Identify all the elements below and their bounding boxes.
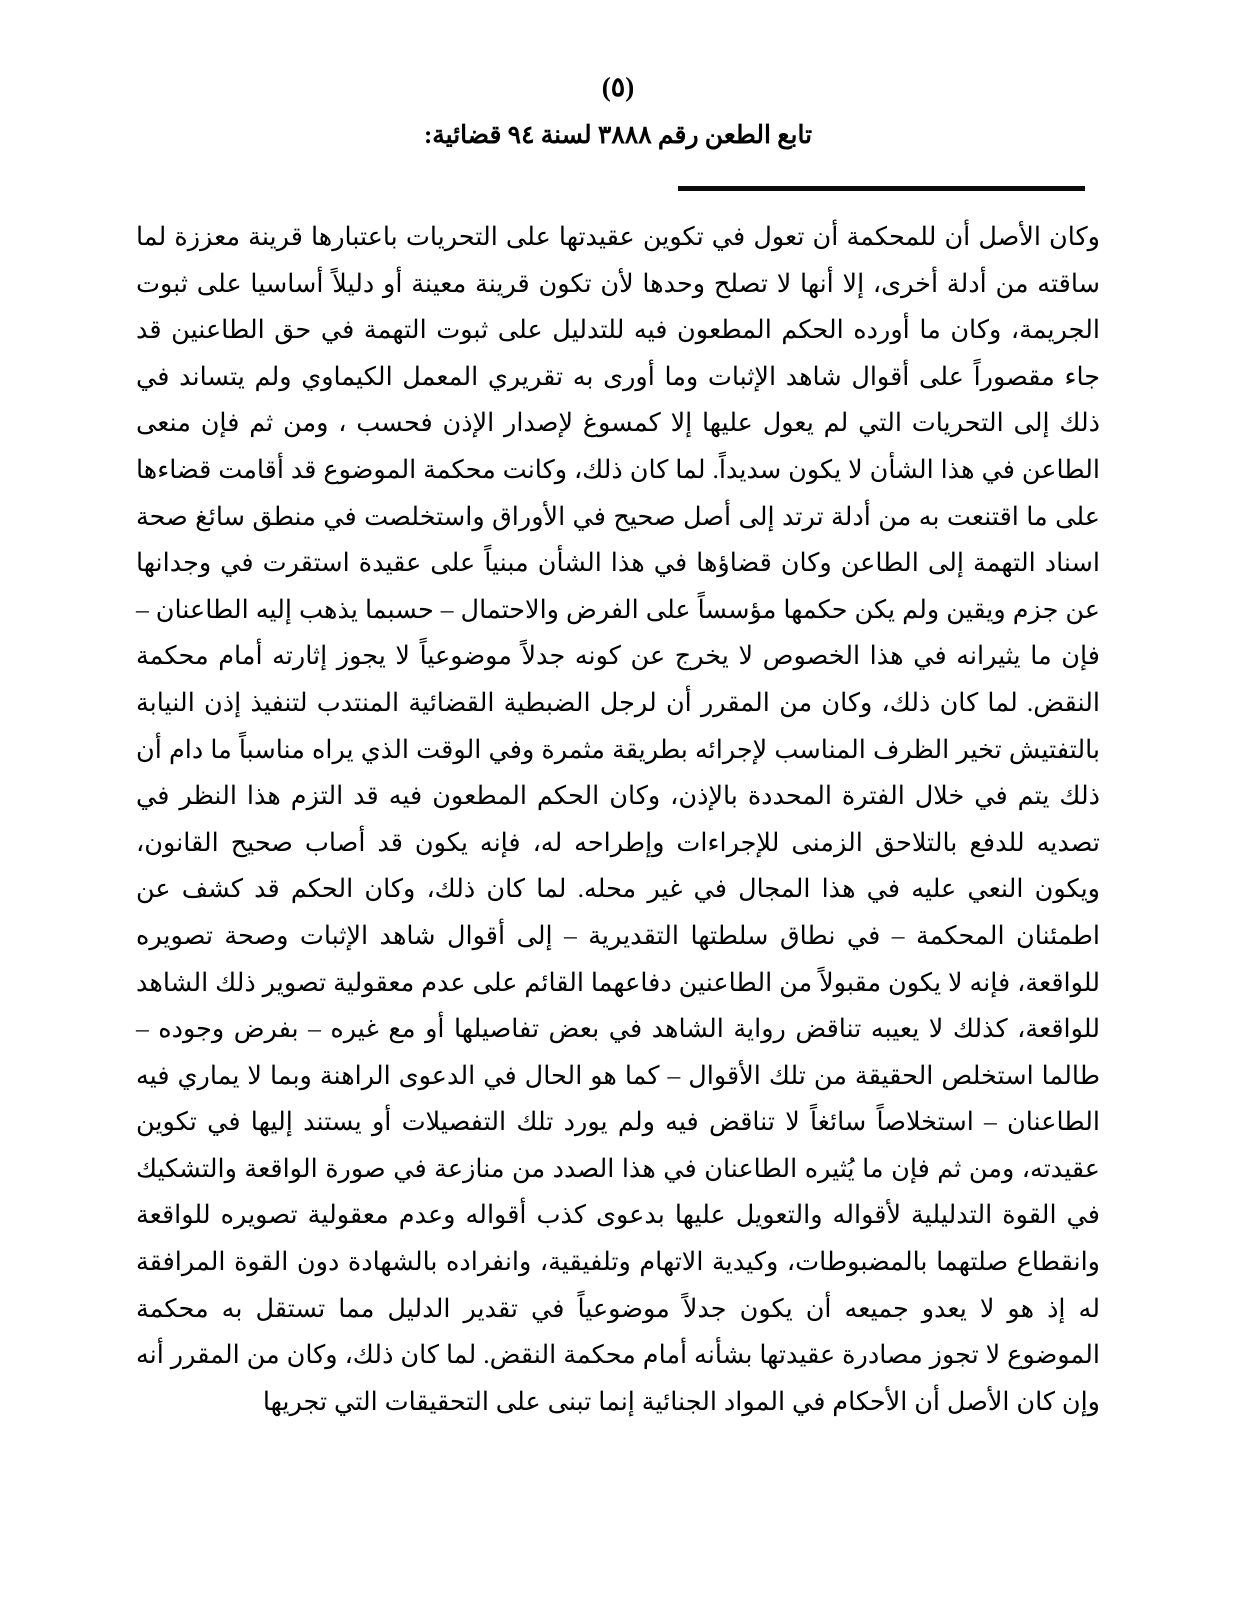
title-divider-rule — [678, 186, 1085, 191]
judgment-body — [136, 214, 1100, 1425]
judgment-body-paragraph: وكان الأصل أن للمحكمة أن تعول في تكوين عقيدتها على التحريات باعتبارها قرينة معززة لما ساقته من أدلة أخرى، إلا أنها لا تصلح وحدها لأن تكون قرينة معينة أو دليلاً أساسيا على ثبوت الجريمة، وكان ما أورده الحكم المطعون فيه للتدليل على ثبوت التهمة في حق الطاعنين قد جاء مقصوراً على أقوال شاهد الإثبات وما أورى به تقريري المعمل الكيماوي ولم يتساند في ذلك إلى التحريات التي لم يعول عليها إلا كمسوغ لإصدار الإذن فحسب ، ومن ثم فإن منعى الطاعن في هذا الشأن لا يكون سديداً. لما كان ذلك، وكانت محكمة الموضوع قد أقامت قضاءها على ما اقتنعت به من أدلة ترتد إلى أصل صحيح في الأوراق واستخلصت في منطق سائغ صحة اسناد التهمة إلى الطاعن وكان قضاؤها في هذا الشأن مبنياً على عقيدة استقرت في وجدانها عن جزم ويقين ولم يكن حكمها مؤسساً على الفرض والاحتمال – حسبما يذهب إليه الطاعنان – فإن ما يثيرانه في هذا الخصوص لا يخرج عن كونه جدلاً موضوعياً لا يجوز إثارته أمام محكمة النقض. لما كان ذلك، وكان من المقرر أن لرجل الضبطية القضائية المنتدب لتنفيذ إذن النيابة بالتفتيش تخير الظرف المناسب لإجرائه بطريقة مثمرة وفي الوقت الذي يراه مناسباً ما دام أن ذلك يتم في خلال الفترة المحددة بالإذن، وكان الحكم المطعون فيه قد التزم هذا النظر في تصديه للدفع بالتلاحق الزمنى للإجراءات وإطراحه له، فإنه يكون قد أصاب صحيح القانون، ويكون النعي عليه في هذا المجال في غير محله. لما كان ذلك، وكان الحكم قد كشف عن اطمئنان المحكمة – في نطاق سلطتها التقديرية – إلى أقوال شاهد الإثبات وصحة تصويره للواقعة، فإنه لا يكون مقبولاً من الطاعنين دفاعهما القائم على عدم معقولية تصوير ذلك الشاهد للواقعة، كذلك لا يعيبه تناقض رواية الشاهد في بعض تفاصيلها أو مع غيره – بفرض وجوده – طالما استخلص الحقيقة من تلك الأقوال – كما هو الحال في الدعوى الراهنة وبما لا يماري فيه الطاعنان – استخلاصاً سائغاً لا تناقض فيه ولم يورد تلك التفصيلات أو يستند إليها في تكوين عقيدته، ومن ثم فإن ما يُثيره الطاعنان في هذا الصدد من منازعة في صورة الواقعة والتشكيك في القوة التدليلية لأقواله والتعويل عليها بدعوى كذب أقواله وعدم معقولية تصويره للواقعة وانقطاع صلتهما بالمضبوطات، وكيدية الاتهام وتلفيقية، وانفراده بالشهادة دون القوة المرافقة له إذ هو لا يعدو جميعه أن يكون جدلاً موضوعياً في تقدير الدليل مما تستقل به محكمة الموضوع لا تجوز مصادرة عقيدتها بشأنه أمام محكمة النقض. لما كان ذلك، وكان من المقرر أنه وإن كان الأصل أن الأحكام في المواد الجنائية إنما تبنى على التحقيقات التي تجريها — [136, 222, 1100, 1416]
case-title-heading: تابع الطعن رقم ٣٨٨٨ لسنة ٩٤ قضائية: — [423, 122, 813, 149]
page-number: (٥) — [601, 72, 635, 102]
